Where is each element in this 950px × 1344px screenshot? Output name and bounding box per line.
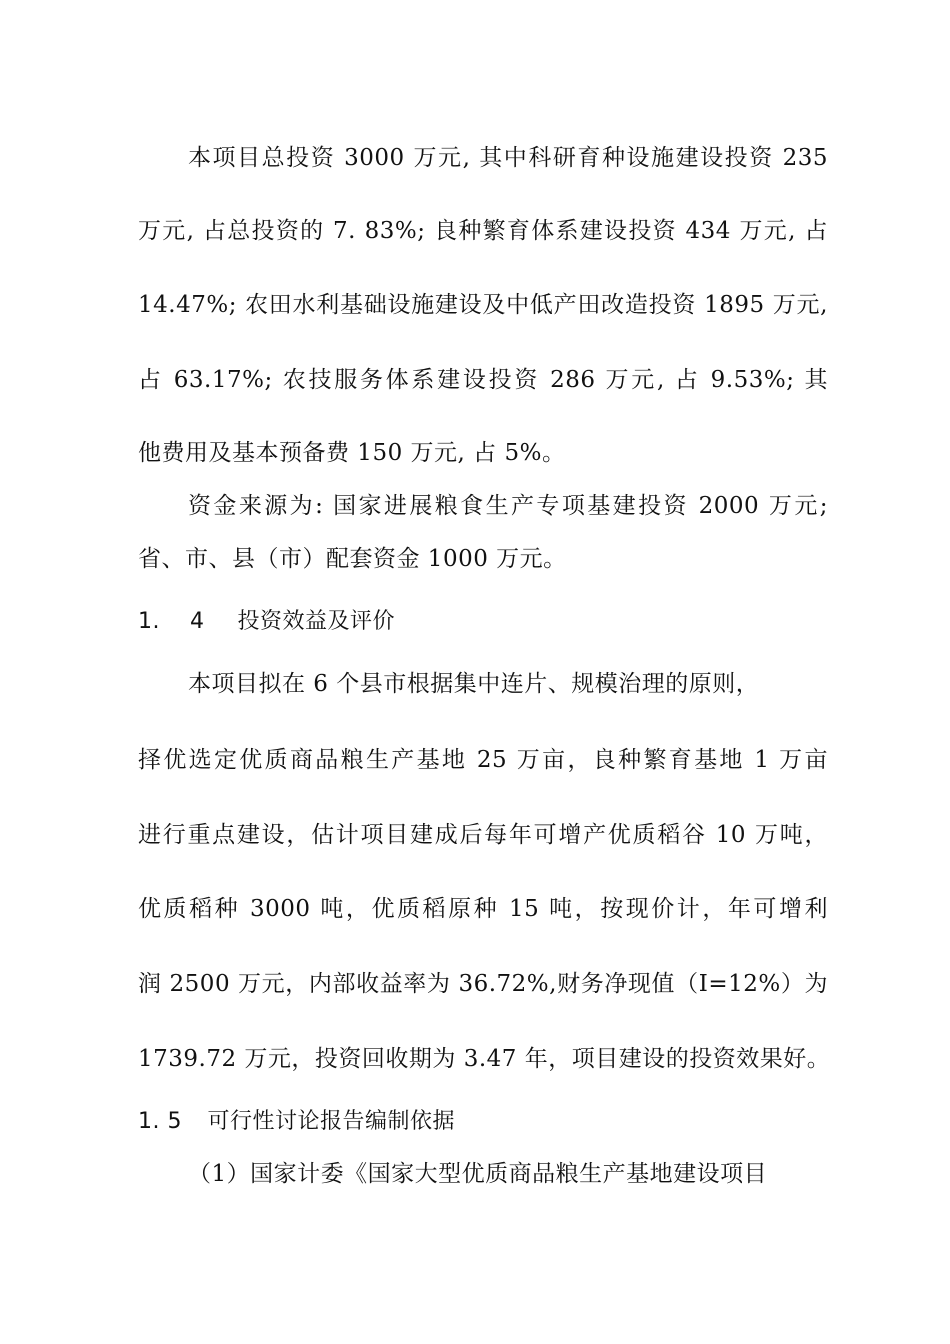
- text-line: 他费用及基本预备费 150 万元, 占 5%。: [138, 440, 566, 466]
- text-line: 1739.72 万元，投资回收期为 3.47 年，项目建设的投资效果好。: [138, 1046, 831, 1072]
- text-line: 进行重点建设，估计项目建成后每年可增产优质稻谷 10 万吨，: [138, 822, 828, 848]
- text-line: 本项目总投资 3000 万元, 其中科研育种设施建设投资 235: [188, 145, 828, 171]
- text-line: 择优选定优质商品粮生产基地 25 万亩，良种繁育基地 1 万亩: [138, 747, 828, 773]
- text-line: 资金来源为: 国家进展粮食生产专项基建投资 2000 万元;: [188, 493, 828, 519]
- section-number: 1. 5: [138, 1109, 182, 1134]
- text-line: 润 2500 万元，内部收益率为 36.72%,财务净现值（I=12%）为: [138, 971, 828, 997]
- section-number: 1. 4: [138, 609, 205, 634]
- text-line: 14.47%; 农田水利基础设施建设及中低产田改造投资 1895 万元,: [138, 292, 828, 318]
- section-heading-1-5: [138, 1106, 455, 1138]
- section-title: 可行性讨论报告编制依据: [207, 1109, 456, 1134]
- section-heading-1-4: [138, 606, 395, 638]
- text-line: 本项目拟在 6 个县市根据集中连片、规模治理的原则，: [188, 671, 760, 697]
- text-line: 万元, 占总投资的 7. 83%; 良种繁育体系建设投资 434 万元, 占: [138, 218, 828, 244]
- text-line: 占 63.17%; 农技服务体系建设投资 286 万元, 占 9.53%; 其: [138, 367, 828, 393]
- text-line: 省、市、县（市）配套资金 1000 万元。: [138, 546, 567, 572]
- section-title: 投资效益及评价: [237, 609, 396, 634]
- text-line: 优质稻种 3000 吨，优质稻原种 15 吨，按现价计，年可增利: [138, 896, 828, 922]
- text-line: （1）国家计委《国家大型优质商品粮生产基地建设项目: [188, 1161, 768, 1187]
